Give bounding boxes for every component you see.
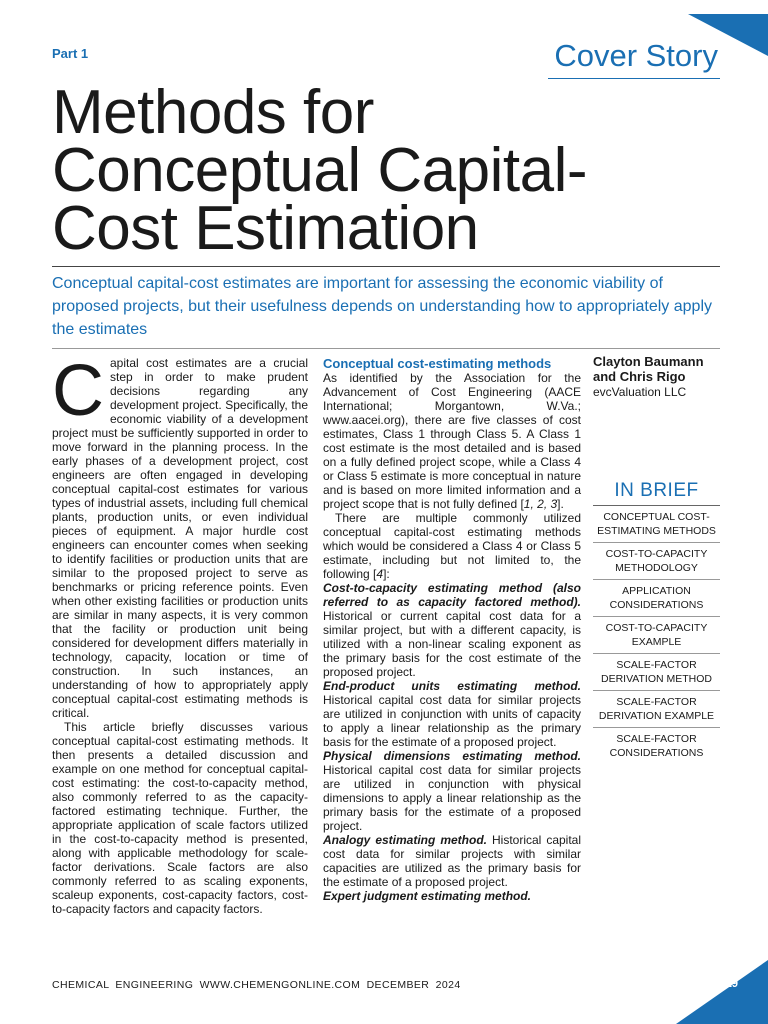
method-paragraph	[323, 679, 581, 749]
in-brief-item: CONCEPTUAL COST- ESTIMATING METHODS	[593, 506, 720, 543]
method-paragraph	[323, 833, 581, 889]
method-name: Physical dimensions estimating method.	[323, 749, 581, 763]
in-brief-item: SCALE-FACTOR CONSIDERATIONS	[609, 733, 704, 759]
in-brief-item: COST-TO-CAPACITY METHODOLOGY	[593, 543, 720, 580]
author-organization: evcValuation LLC	[593, 385, 687, 399]
page-number: 19	[725, 978, 738, 990]
method-text: Historical capital cost data for similar projects are utilized in conjunction with physical dimensions to apply a linear relationship as the primary basis for the estimate of a proposed project.	[323, 763, 581, 833]
title-rule	[52, 266, 720, 267]
method-text: Historical capital cost data for similar projects with similar capacities are utilized as the primary basis for the estimate of a proposed project.	[323, 833, 582, 889]
in-brief-box	[593, 480, 720, 764]
body-paragraph: apital cost estimates are a crucial step in order to make prudent decisions regarding any development project. Specifically, the economic viability of a development project must be sufficiently supported in order to move forward in the planning process. In the early phases of a development project, cost engineers are often engaged in developing conceptual capital-cost estimates for various types of industrial assets, including full chemical plants, production units, or even individual pieces of equipment. A major hurdle cost engineers can encounter comes when seeking to identify facilities or production units that are similar to the proposed project to serve as benchmarks or pricing reference points. Even when other existing facilities or production units are similar in many aspects, it is very common that the facility or production unit being considered for development differs materially in technology, capacity, location or time of construction. In such instances, an understanding of how to appropriately apply conceptual capital-cost estimating methods is critical.	[52, 356, 308, 720]
body-paragraph	[323, 371, 581, 511]
section-label: Cover Story	[554, 38, 718, 73]
author-block	[593, 354, 723, 400]
paragraph-text: ]:	[383, 567, 390, 581]
method-text: Historical or current capital cost data for a similar project, but with a different capacity, is utilized with a non-linear scaling exponent as the primary basis for the cost estimate of the proposed project.	[323, 609, 581, 679]
method-paragraph	[323, 889, 581, 903]
in-brief-item: SCALE-FACTOR DERIVATION EXAMPLE	[593, 691, 720, 728]
title-line: Methods for	[52, 78, 374, 147]
part-label: Part 1	[52, 46, 89, 61]
reference-numbers: 1, 2, 3	[523, 497, 558, 511]
method-name: Analogy estimating method.	[323, 833, 487, 847]
method-paragraph	[323, 581, 581, 679]
body-paragraph	[323, 511, 581, 581]
method-name: End-product units estimating method.	[323, 679, 581, 693]
author-names: Clayton Baumann and Chris Rigo	[593, 354, 704, 384]
title-line: Conceptual Capital-	[52, 136, 588, 205]
method-paragraph	[323, 749, 581, 833]
in-brief-item: APPLICATION CONSIDERATIONS	[593, 580, 720, 617]
deck-rule	[52, 348, 720, 349]
section-heading: Conceptual cost-estimating methods	[323, 356, 552, 371]
drop-cap: C	[52, 351, 104, 431]
in-brief-title: IN BRIEF	[593, 480, 720, 506]
paragraph-text: ].	[557, 497, 564, 511]
page-footer: CHEMICAL ENGINEERING WWW.CHEMENGONLINE.COM DECEMBER 2024	[52, 979, 461, 991]
body-paragraph: This article briefly discusses various conceptual capital-cost estimating methods. It then presents a detailed discussion and example on one method for conceptual capital-cost estimating: the cost-to-capacity method, also commonly referred to as the capacity-factored estimating technique. Further, the appropriate application of scale factors utilized in the cost-to-capacity method is presented, along with applicable methodology for scale-factor derivations. Scale factors are also commonly referred to as scaling exponents, scaleup exponents, cost-capacity factors, cost-to-capacity factors and capacity factors.	[52, 720, 308, 916]
title-line: Cost Estimation	[52, 194, 479, 263]
reference-number: 4	[376, 567, 384, 581]
method-name: Cost-to-capacity estimating method (also referred to as capacity factored method).	[323, 581, 581, 609]
paragraph-text: There are multiple commonly utilized conceptual capital-cost estimating methods which would be considered a Class 4 or Class 5 estimate, including but not limited to, the following [	[323, 511, 581, 581]
body-column-2	[323, 356, 581, 903]
article-deck: Conceptual capital-cost estimates are important for assessing the economic viability of proposed projects, but their usefulness depends on understanding how to appropriately apply the estimates	[52, 275, 712, 338]
method-name: Expert judgment estimating method.	[323, 889, 532, 903]
section-rule	[548, 78, 720, 79]
corner-decoration	[676, 960, 768, 1024]
in-brief-item: COST-TO-CAPACITY EXAMPLE	[593, 617, 720, 654]
in-brief-item: SCALE-FACTOR DERIVATION METHOD	[593, 654, 720, 691]
paragraph-text: As identified by the Association for the Advancement of Cost Engineering (AACE International; Morgantown, W.Va.; www.aacei.org), there are five classes of cost estimates, Class 1 through Class 5. A Class 1 cost estimate is the most detailed and is based on a fully defined project scope, while a Class 4 or Class 5 estimate is more conceptual in nature and is based on more limited information and a project scope that is not fully defined [	[323, 371, 581, 511]
method-text: Historical capital cost data for similar projects are utilized in conjunction with units of capacity to apply a linear relationship as the primary basis for the estimate of a proposed project.	[323, 693, 581, 749]
body-column-1	[52, 351, 308, 916]
article-title	[52, 78, 732, 263]
